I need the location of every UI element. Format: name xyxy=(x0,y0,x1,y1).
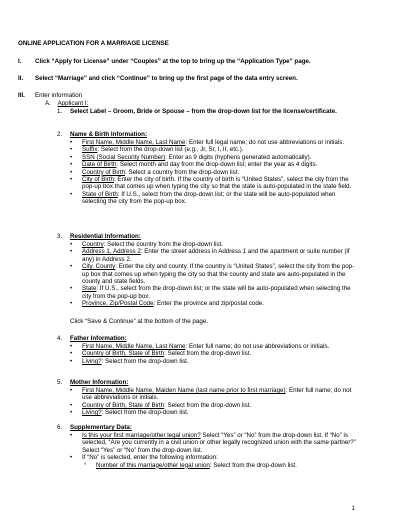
step-3 xyxy=(18,92,83,99)
page-number: 1 xyxy=(351,505,355,512)
sec3-list xyxy=(70,241,360,308)
list-item: • Living?: Select from the drop-down list. xyxy=(70,409,189,417)
list-item: • Country of Birth: Select a country from the drop-down list. xyxy=(70,168,240,176)
sec6-num: 6. xyxy=(57,424,63,431)
sub-list-item: ° Number of this marriage/other legal union: Select from the drop-down list. xyxy=(84,461,297,469)
sec4-list xyxy=(70,343,360,365)
list-item: • If “No” is selected, enter the following information: xyxy=(70,454,218,462)
step-2-text: Select “Marriage” and click “Continue” to bring up the first page of the data entry screen. xyxy=(35,75,298,82)
sec2-list xyxy=(70,139,360,206)
step-3-text: Enter information xyxy=(35,92,83,99)
list-item: • Country: Select the country from the drop-down list. xyxy=(70,241,224,248)
step-1-num: I. xyxy=(18,58,22,65)
doc-title: ONLINE APPLICATION FOR A MARRIAGE LICENSE xyxy=(18,40,169,47)
list-item: • SSN (Social Security Number): Enter as 9 digits (hyphens generated automatically). xyxy=(70,153,312,161)
list-item: • First Name, Middle Name, Maiden Name (last name prior to first marriage): Enter full name; do not use abbreviations or initials. xyxy=(70,387,352,402)
sec6-heading: Supplementary Data: xyxy=(70,424,132,431)
sec5-list xyxy=(70,387,360,417)
list-item: • City of Birth: Enter the city of birth. If the country of birth is “United States”, select the city from the pop-up box that comes up when typing the city so that the state is auto-populated in the state field. xyxy=(70,176,352,191)
step-2-num: II. xyxy=(18,75,24,82)
list-item: • Is this your first marriage/other legal union? Select “Yes” or “No” from the drop-down list. If “No” is selected, “Are you currently in a civil union or other legally recognized union with the same partner?” Select “Yes” or “No” from the drop-down list. xyxy=(70,432,356,454)
list-item: • State: If U.S., select from the drop-down list; or the state will be auto-populated when selecting the city from the pop-up box. xyxy=(70,285,351,300)
list-item: • Address 1, Address 2: Enter the street address in Address 1 and the apartment or suite number (if any) in Address 2. xyxy=(70,248,350,263)
list-item: • Country of Birth, State of Birth: Select from the drop-down list. xyxy=(70,401,252,409)
sec2-num: 2. xyxy=(57,131,63,138)
list-item: • Living?: Select from the drop-down list. xyxy=(70,357,189,365)
sec1-text: Select Label – Groom, Bride or Spouse – from the drop-down list for the license/certificate. xyxy=(70,108,337,115)
sec5-num: 5. xyxy=(57,379,63,386)
step-3-num: III. xyxy=(18,92,25,99)
sec2-heading: Name & Birth Information: xyxy=(70,131,148,138)
step-1 xyxy=(18,58,368,65)
sec3-heading: Residential Information: xyxy=(70,233,141,240)
list-item: • First Name, Middle Name, Last Name: Enter full legal name; do not use abbreviations or initials. xyxy=(70,139,345,146)
sec3-note: Click “Save & Continue” at the bottom of the page. xyxy=(70,318,208,325)
sec5-heading: Mother Information: xyxy=(70,379,129,386)
applicant-letter: A. xyxy=(45,100,51,107)
sec4-num: 4. xyxy=(57,335,63,342)
applicant-label: Applicant I: xyxy=(57,100,89,107)
list-item: • Date of Birth: Select month and day from the drop-down list; enter the year as 4 digits. xyxy=(70,161,318,169)
sec3-num: 3. xyxy=(57,233,63,240)
list-item: • First Name, Middle Name, Last Name: Enter full name; do not use abbreviations or initials. xyxy=(70,343,330,350)
list-item: • Suffix: Select from the drop-down list (e.g., Jr, Sr, I, II, etc.). xyxy=(70,146,244,154)
sec4-heading: Father Information: xyxy=(70,335,127,342)
step-1-text: Click “Apply for License” under “Couples” at the top to bring up the “Application Type” page. xyxy=(35,58,311,65)
list-item: • State of Birth: If U.S., select from the drop-down list; or the state will be auto-populated when selecting the city from the pop-up box. xyxy=(70,190,336,206)
list-item: • City, County: Enter the city and county. If the country is “United States”, select the city from the pop-up box that comes up when typing the city so that the county and state are auto-populated in the county and state fields. xyxy=(70,263,355,286)
applicant-heading xyxy=(45,100,88,107)
list-item: • Country of Birth, State of Birth: Select from the drop-down list. xyxy=(70,350,252,358)
list-item: • Province, Zip/Postal Code: Enter the province and zip/postal code. xyxy=(70,300,264,308)
step-2 xyxy=(18,75,368,82)
sec6-list xyxy=(70,432,360,469)
sec1-num: 1. xyxy=(57,108,63,115)
